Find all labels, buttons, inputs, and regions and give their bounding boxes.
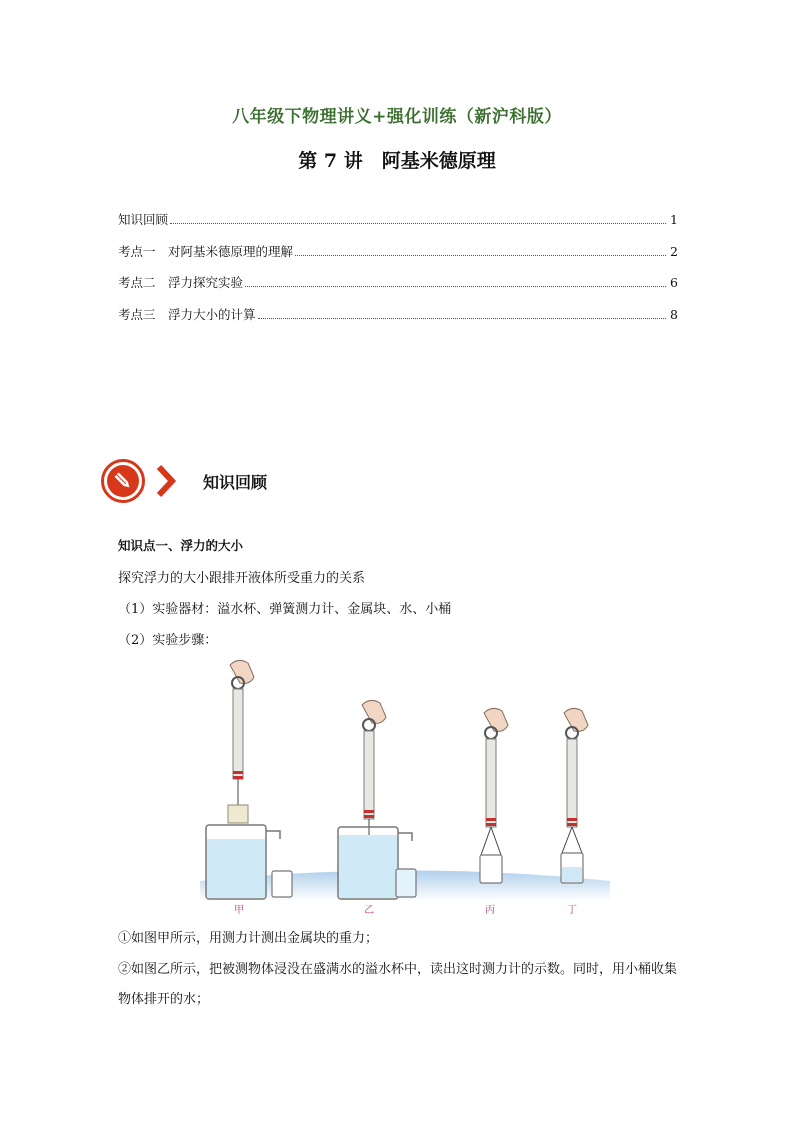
toc-entry[interactable] (118, 273, 678, 305)
knowledge-point-heading: 知识点一、浮力的大小 (118, 538, 244, 553)
toc-dot-leader (245, 286, 666, 287)
toc-entry[interactable] (118, 305, 678, 337)
toc-entry-page: 2 (670, 243, 678, 259)
pencil-icon (101, 459, 145, 503)
toc-dot-leader (295, 255, 666, 256)
figure-label: 乙 (364, 905, 374, 916)
chevron-right-icon (155, 463, 177, 499)
toc-entry-label: 知识回顾 (118, 212, 169, 227)
section-title: 知识回顾 (203, 472, 268, 492)
steps-label: （2）实验步骤： (118, 633, 218, 648)
document-header: 八年级下物理讲义+强化训练（新沪科版） (232, 107, 562, 127)
toc-dot-leader (258, 318, 666, 319)
setup-yi (338, 700, 416, 916)
figure-label: 甲 (234, 905, 244, 916)
toc-entry[interactable] (118, 210, 678, 242)
figure-label: 丁 (567, 905, 577, 916)
materials-text: （1）实验器材：溢水杯、弹簧测力计、金属块、水、小桶 (118, 602, 452, 617)
toc-entry-page: 6 (670, 275, 678, 290)
figure-label: 丙 (485, 905, 495, 916)
experiment-figure (200, 655, 610, 923)
toc-entry-label: 考点二 浮力探究实验 (118, 275, 244, 290)
toc-entry-label: 考点三 浮力大小的计算 (118, 306, 256, 322)
toc-entry-label: 考点一 对阿基米德原理的理解 (118, 243, 294, 259)
table-of-contents (118, 210, 678, 336)
section-banner (101, 457, 267, 505)
step-2-text: ②如图乙所示，把被测物体浸没在盛满水的溢水杯中，读出这时测力计的示数。同时，用小桶收集物体排开的水； (118, 962, 678, 1007)
step-1-text: ①如图甲所示，用测力计测出金属块的重力； (118, 931, 379, 946)
toc-entry-page: 1 (670, 212, 678, 227)
lecture-title: 第 7 讲 阿基米德原理 (298, 150, 496, 172)
toc-entry-page: 8 (670, 306, 678, 322)
toc-dot-leader (170, 223, 666, 224)
toc-entry[interactable] (118, 242, 678, 274)
setup-jia (206, 660, 292, 916)
intro-text: 探究浮力的大小跟排开液体所受重力的关系 (118, 571, 366, 586)
